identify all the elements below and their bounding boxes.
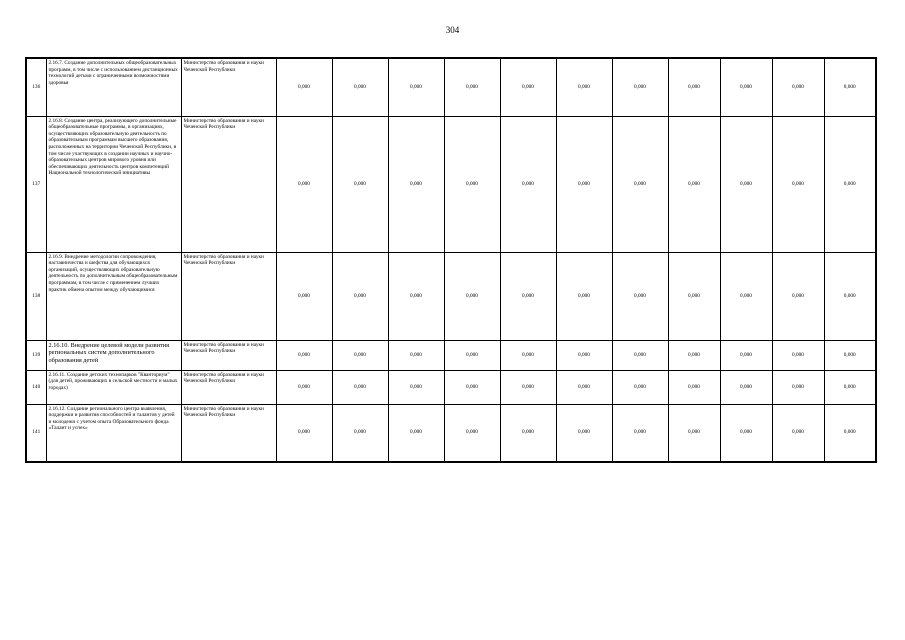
funding-value: 0,000 xyxy=(668,252,720,340)
funding-value: 0,000 xyxy=(824,116,876,252)
funding-value: 0,000 xyxy=(500,58,556,116)
executor-name: Министерство образования и науки Чеченской Республики xyxy=(181,116,276,252)
funding-value: 0,000 xyxy=(388,370,444,404)
row-number: 136 xyxy=(26,58,46,116)
funding-value: 0,000 xyxy=(276,116,332,252)
executor-name: Министерство образования и науки Чеченской Республики xyxy=(181,370,276,404)
executor-name: Министерство образования и науки Чеченской Республики xyxy=(181,404,276,462)
funding-value: 0,000 xyxy=(388,58,444,116)
row-number: 139 xyxy=(26,340,46,370)
funding-value: 0,000 xyxy=(500,340,556,370)
funding-value: 0,000 xyxy=(720,116,772,252)
table-row xyxy=(26,58,876,116)
funding-value: 0,000 xyxy=(612,116,668,252)
page-number: 304 xyxy=(445,25,460,35)
funding-value: 0,000 xyxy=(772,58,824,116)
funding-value: 0,000 xyxy=(276,370,332,404)
funding-value: 0,000 xyxy=(332,370,388,404)
funding-value: 0,000 xyxy=(332,404,388,462)
funding-value: 0,000 xyxy=(444,116,500,252)
funding-value: 0,000 xyxy=(500,116,556,252)
funding-value: 0,000 xyxy=(444,370,500,404)
funding-value: 0,000 xyxy=(668,58,720,116)
funding-value: 0,000 xyxy=(444,58,500,116)
measure-description: 2.16.12. Создание регионального центра выявления, поддержки и развития способностей и талантов у детей и молодежи с учетом опыта Образовательного фонда «Талант и успех» xyxy=(46,404,181,462)
table-row xyxy=(26,404,876,462)
funding-value: 0,000 xyxy=(612,340,668,370)
executor-name: Министерство образования и науки Чеченской Республики xyxy=(181,58,276,116)
row-number: 138 xyxy=(26,252,46,340)
row-number: 140 xyxy=(26,370,46,404)
funding-value: 0,000 xyxy=(388,252,444,340)
funding-value: 0,000 xyxy=(668,340,720,370)
funding-value: 0,000 xyxy=(668,404,720,462)
funding-value: 0,000 xyxy=(500,404,556,462)
table-row xyxy=(26,340,876,370)
measure-description: 2.16.10. Внедрение целевой модели развития региональных систем дополнительного образования детей xyxy=(46,340,181,370)
funding-value: 0,000 xyxy=(276,404,332,462)
funding-value: 0,000 xyxy=(824,370,876,404)
funding-value: 0,000 xyxy=(720,370,772,404)
table-row xyxy=(26,252,876,340)
funding-value: 0,000 xyxy=(556,252,612,340)
funding-value: 0,000 xyxy=(612,252,668,340)
funding-value: 0,000 xyxy=(668,116,720,252)
funding-value: 0,000 xyxy=(772,252,824,340)
funding-value: 0,000 xyxy=(772,340,824,370)
funding-value: 0,000 xyxy=(388,116,444,252)
executor-name: Министерство образования и науки Чеченской Республики xyxy=(181,252,276,340)
funding-value: 0,000 xyxy=(772,404,824,462)
funding-value: 0,000 xyxy=(556,404,612,462)
funding-value: 0,000 xyxy=(276,58,332,116)
funding-value: 0,000 xyxy=(824,252,876,340)
row-number: 141 xyxy=(26,404,46,462)
funding-value: 0,000 xyxy=(668,370,720,404)
funding-value: 0,000 xyxy=(772,370,824,404)
funding-value: 0,000 xyxy=(500,370,556,404)
funding-value: 0,000 xyxy=(556,116,612,252)
measure-description: 2.16.8. Создание центра, реализующего дополнительные общеобразовательные программы, в организациях, осуществляющих образовательную деятельность по образовательным программам высшего образования, расположенных на территории Чеченской Республики, в том числе участвующих в создании научных и научно-образовательных центров мирового уровня или обеспечивающих деятельность центров компетенций Национальной технологической инициативы xyxy=(46,116,181,252)
funding-value: 0,000 xyxy=(556,370,612,404)
funding-value: 0,000 xyxy=(500,252,556,340)
funding-value: 0,000 xyxy=(276,340,332,370)
funding-value: 0,000 xyxy=(824,404,876,462)
budget-table xyxy=(25,57,877,463)
funding-value: 0,000 xyxy=(388,404,444,462)
table-row xyxy=(26,370,876,404)
table-row xyxy=(26,116,876,252)
funding-value: 0,000 xyxy=(444,340,500,370)
funding-value: 0,000 xyxy=(332,58,388,116)
funding-value: 0,000 xyxy=(332,252,388,340)
funding-value: 0,000 xyxy=(612,370,668,404)
executor-name: Министерство образования и науки Чеченской Республики xyxy=(181,340,276,370)
measure-description: 2.16.7. Создание дополнительных общеобразовательных программ, в том числе с использованием дистанционных технологий детьми с ограниченными возможностями здоровья xyxy=(46,58,181,116)
funding-value: 0,000 xyxy=(276,252,332,340)
funding-value: 0,000 xyxy=(388,340,444,370)
funding-value: 0,000 xyxy=(444,252,500,340)
funding-value: 0,000 xyxy=(612,58,668,116)
funding-value: 0,000 xyxy=(444,404,500,462)
funding-value: 0,000 xyxy=(772,116,824,252)
funding-value: 0,000 xyxy=(720,252,772,340)
measure-description: 2.16.11. Создание детских технопарков "Кванториум" (для детей, проживающих в сельской местности и малых городах) xyxy=(46,370,181,404)
funding-value: 0,000 xyxy=(720,404,772,462)
funding-value: 0,000 xyxy=(824,340,876,370)
funding-value: 0,000 xyxy=(556,340,612,370)
funding-value: 0,000 xyxy=(556,58,612,116)
measure-description: 2.16.9. Внедрение методологии сопровождения, наставничества и шефства для обучающихся организаций, осуществляющих образовательную деятельность по дополнительным общеобразовательным программам, в том числе с применением лучших практик обмена опытом между обучающимися xyxy=(46,252,181,340)
funding-value: 0,000 xyxy=(332,340,388,370)
funding-value: 0,000 xyxy=(612,404,668,462)
funding-value: 0,000 xyxy=(720,58,772,116)
funding-value: 0,000 xyxy=(824,58,876,116)
funding-value: 0,000 xyxy=(332,116,388,252)
funding-value: 0,000 xyxy=(720,340,772,370)
row-number: 137 xyxy=(26,116,46,252)
